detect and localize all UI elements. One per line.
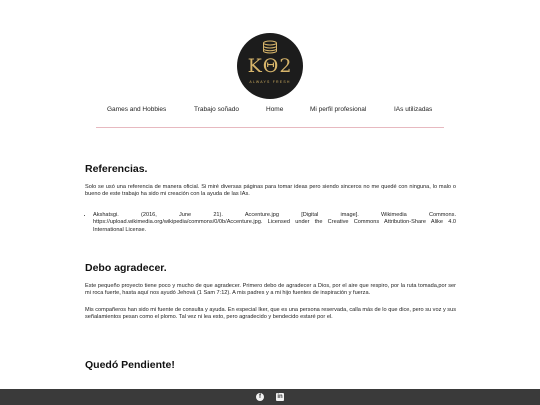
- nav-divider: [96, 127, 444, 128]
- agradecer-paragraph-2: Mis compañeros han sido mi fuente de consulta y ayuda. En especial Iker, que es una persona reservada, calla más de lo que dice, pero su voz y sus señalamientos pesan como el plomo. Tal vez ni lea esto, pero agradecido y bendecido estaré por el.: [85, 306, 456, 321]
- site-logo[interactable]: [237, 33, 303, 99]
- agradecer-paragraph-1: Este pequeño proyecto tiene poco y mucho de que agradecer. Primero debo de agradecer a Dios, por el aire que respiro, por la ruta tomada,por ser mi roca fuerte, hasta aquí nos ayudó Jehová (1 Sam 7:12). A mis padres y a mi hijo fuentes de inspiración y fuerza.: [85, 283, 456, 297]
- nav-item-mi-perfil-profesional[interactable]: Mi perfil profesional: [310, 106, 367, 113]
- site-footer: [0, 389, 540, 405]
- reference-item: • Akshatsgi. (2016, June 21). Accenture.jpg [Digital image]. Wikimedia Commons. https://upload.wikimedia.org/wikipedia/commons/0/0b/Accenture.jpg. Licensed under the Creative Commons Attribution-Share Alike 4.0 International License.: [93, 212, 456, 234]
- nav-item-games-and-hobbies[interactable]: Games and Hobbies: [107, 106, 167, 113]
- references-list: [85, 212, 456, 234]
- section-title-referencias: Referencias.: [85, 163, 148, 175]
- main-content: [85, 163, 456, 371]
- database-icon: [262, 40, 278, 55]
- section-title-pendiente: Quedó Pendiente!: [85, 358, 175, 371]
- logo-tagline: ALWAYS FRESH: [249, 80, 291, 84]
- nav-item-trabajo-sonado[interactable]: Trabajo soñado: [194, 106, 239, 113]
- site-header: [0, 0, 540, 130]
- section-title-agradecer: Debo agradecer.: [85, 262, 167, 275]
- facebook-icon[interactable]: f: [256, 393, 264, 401]
- referencias-intro: Solo se usó una referencia de manera oficial. Si miré diversas páginas para tomar ideas pero siendo sinceros no me quedé con ninguna, lo malo o bueno de este trabajo ha sido mi creación con la ayuda de las IAs.: [85, 184, 456, 198]
- nav-item-ias-utilizadas[interactable]: IAs utilizadas: [394, 106, 433, 113]
- logo-mark: KΘ2: [247, 55, 293, 77]
- nav-item-home[interactable]: Home: [266, 106, 284, 113]
- linkedin-icon[interactable]: in: [277, 394, 283, 400]
